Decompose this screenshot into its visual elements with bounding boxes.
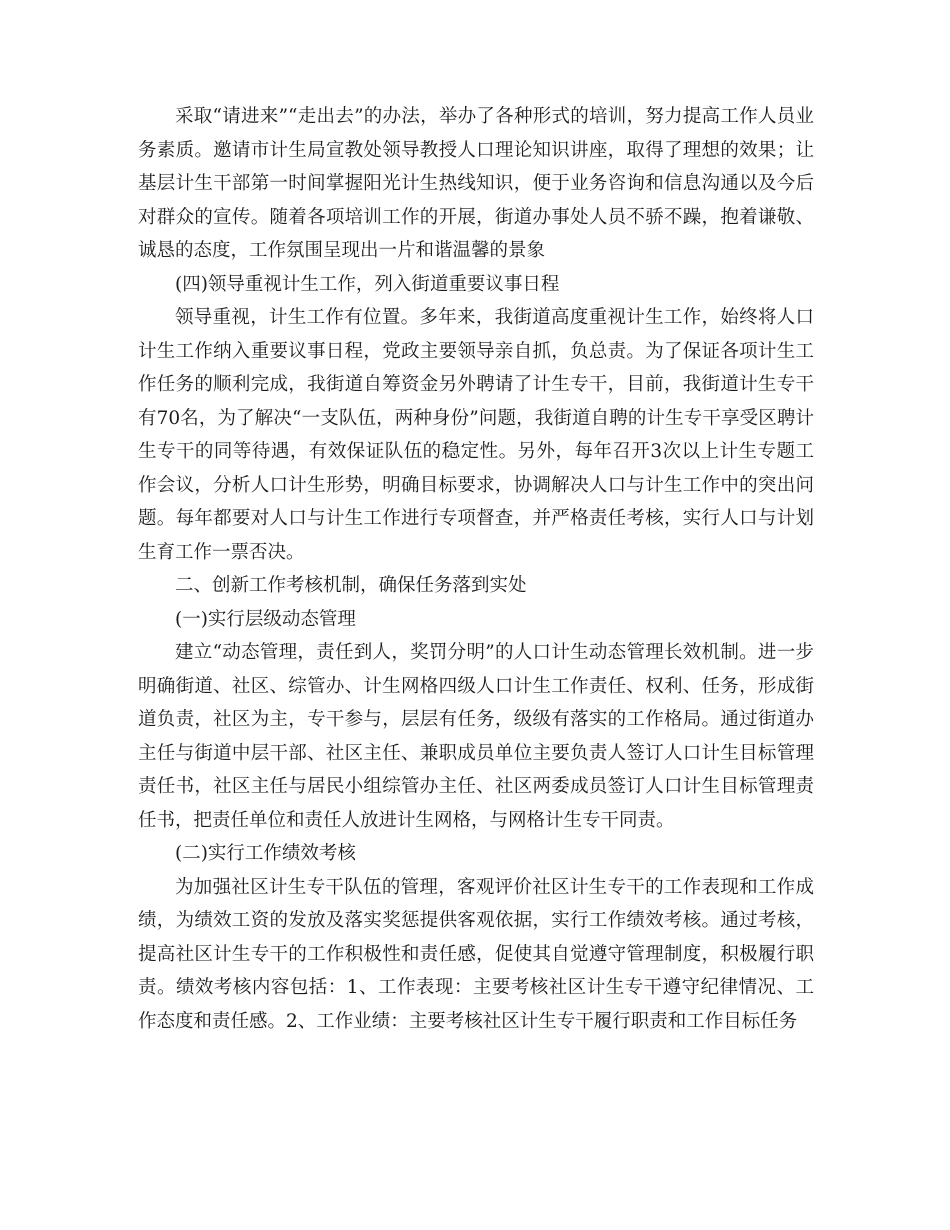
paragraph-dynamic-management: 建立“动态管理，责任到人，奖罚分明”的人口计生动态管理长效机制。进一步明确街道、社区、综管办、计生网格四级人口计生工作责任、权利、任务，形成街道负责，社区为主，专干参与，层层有任务，级级有落实的工作格局。通过街道办主任与街道中层干部、社区主任、兼职成员单位主要负责人签订人口计生目标管理责任书，社区主任与居民小组综管办主任、社区两委成员签订人口计生目标管理责任书，把责任单位和责任人放进计生网格，与网格计生专干同责。 — [138, 642, 814, 831]
paragraph-training: 采取“请进来”“走出去”的办法，举办了各种形式的培训，努力提高工作人员业务素质。邀请市计生局宣教处领导教授人口理论知识讲座，取得了理想的效果；让基层计生干部第一时间掌握阳光计生热线知识，便于业务咨询和信息沟通以及今后对群众的宣传。随着各项培训工作的开展，街道办事处人员不骄不躁，抱着谦敬、诚恳的态度，工作氛围呈现出一片和谐温馨的景象 — [138, 106, 814, 261]
subsection-heading-1: (一)实行层级动态管理 — [175, 608, 356, 630]
paragraph-performance: 为加强社区计生专干队伍的管理，客观评价社区计生专干的工作表现和工作成绩，为绩效工资的发放及落实奖惩提供客观依据，实行工作绩效考核。通过考核，提高社区计生专干的工作积极性和责任感，促使其自觉遵守管理制度，积极履行职责。绩效考核内容包括：1、工作表现：主要考核社区计生专干遵守纪律情况、工作态度和责任感。2、工作业绩：主要考核社区计生专干履行职责和工作目标任务 — [138, 876, 814, 1032]
document-body — [138, 100, 814, 1038]
section-heading-2: 二、创新工作考核机制，确保任务落到实处 — [175, 575, 527, 596]
paragraph-leadership: 领导重视，计生工作有位置。多年来，我街道高度重视计生工作，始终将人口计生工作纳入重要议事日程，党政主要领导亲自抓，负总责。为了保证各项计生工作任务的顺利完成，我街道自筹资金另外聘请了计生专干，目前，我街道计生专干有70名，为了解决“一支队伍，两种身份”问题，我街道自聘的计生专干享受区聘计生专干的同等待遇，有效保证队伍的稳定性。另外，每年召开3次以上计生专题工作会议，分析人口计生形势，明确目标要求，协调解决人口与计生工作中的突出问题。每年都要对人口与计生工作进行专项督查，并严格责任考核，实行人口与计划生育工作一票否决。 — [138, 307, 814, 563]
section-heading-4: (四)领导重视计生工作，列入街道重要议事日程 — [175, 273, 560, 295]
subsection-heading-2: (二)实行工作绩效考核 — [175, 843, 356, 864]
